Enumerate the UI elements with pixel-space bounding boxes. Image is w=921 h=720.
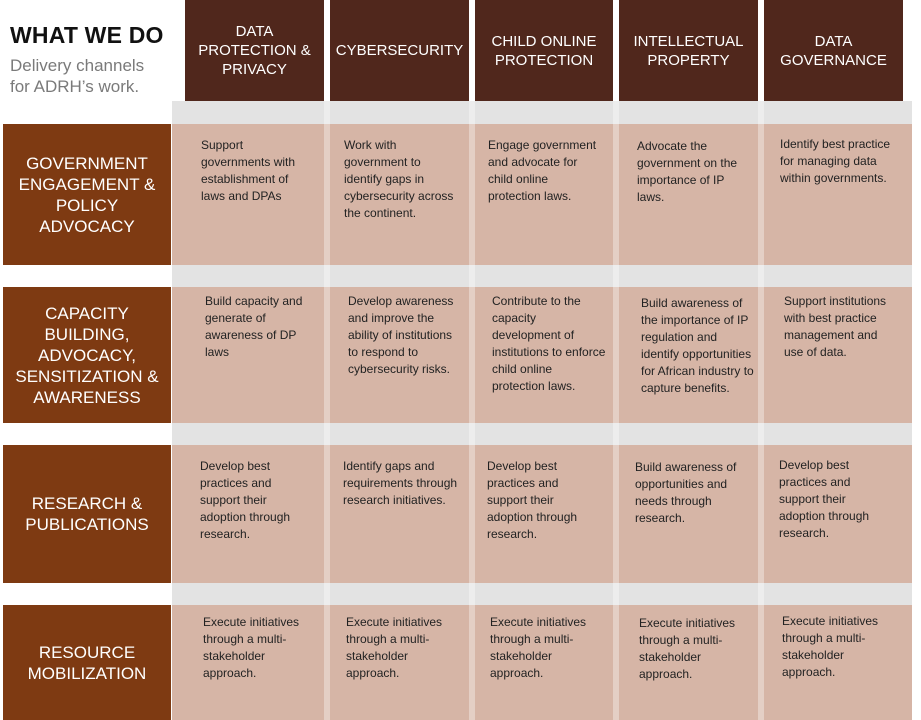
cell-line: Work with: [344, 138, 397, 152]
separator-band: [172, 583, 912, 605]
column-header-child-online-protection: [475, 0, 613, 101]
cell-text: [346, 614, 442, 682]
cell-line: Support: [201, 138, 244, 152]
cell-line: stakeholder: [782, 648, 845, 662]
cell-line: Execute initiatives: [346, 615, 443, 629]
cell-line: research.: [200, 527, 251, 541]
cell-line: and advocate for: [488, 155, 578, 169]
cell-text: [782, 613, 878, 681]
subtitle-line: Delivery channels: [10, 56, 145, 75]
cell-line: identify opportunities: [641, 347, 752, 361]
cell-line: identify gaps in: [344, 172, 425, 186]
page-subtitle: [10, 55, 182, 97]
cell-line: Develop best: [487, 459, 558, 473]
cell-line: requirements through: [343, 476, 458, 490]
column-header-intellectual-property: [619, 0, 758, 101]
cell-line: Execute initiatives: [639, 616, 736, 630]
cell-text: [348, 293, 453, 378]
cell-line: stakeholder: [346, 649, 409, 663]
row-header-line: AWARENESS: [33, 387, 141, 407]
cell-line: practices and: [487, 476, 559, 490]
cell-line: through a multi-: [490, 632, 574, 646]
cell-line: approach.: [639, 667, 693, 681]
cell-line: Identify gaps and: [343, 459, 435, 473]
column-header-line: INTELLECTUAL: [633, 32, 744, 50]
column-header-data-protection: [185, 0, 324, 101]
cell-text: [779, 457, 869, 542]
column-header-line: GOVERNANCE: [780, 51, 887, 69]
row-header-line: ENGAGEMENT &: [18, 174, 156, 194]
cell-line: the importance of IP: [641, 313, 749, 327]
column-header-line: PROPERTY: [647, 51, 730, 69]
cell-text: [637, 138, 737, 206]
cell-line: Support institutions: [784, 294, 887, 308]
row-header-line: RESEARCH &: [31, 494, 143, 513]
cell-line: for managing data: [780, 154, 877, 168]
cell-line: research.: [487, 527, 538, 541]
cell-line: the continent.: [344, 206, 417, 220]
row-header-line: ADVOCACY: [39, 216, 135, 236]
row-header-line: SENSITIZATION &: [15, 366, 159, 386]
cell-line: Execute initiatives: [490, 615, 587, 629]
cell-line: importance of IP: [637, 173, 725, 187]
cell-line: protection laws.: [488, 189, 572, 203]
cell-text: [205, 293, 302, 361]
cell-line: Build awareness of: [635, 460, 737, 474]
cell-line: within governments.: [780, 171, 887, 185]
cell-line: Develop awareness: [348, 294, 454, 308]
cell-line: to respond to: [348, 345, 419, 359]
column-divider: [613, 101, 619, 720]
cell-text: [344, 137, 453, 222]
cell-line: approach.: [782, 665, 836, 679]
row-header-government-engagement: [3, 124, 171, 265]
cell-line: approach.: [490, 666, 544, 680]
column-header-line: CYBERSECURITY: [335, 42, 464, 59]
cell-line: Develop best: [200, 459, 271, 473]
cell-line: awareness of DP: [205, 328, 297, 342]
cell-line: approach.: [203, 666, 257, 680]
cell-line: adoption through: [487, 510, 578, 524]
cell-text: [784, 293, 886, 361]
cell-line: Contribute to the: [492, 294, 581, 308]
row-header-line: RESOURCE: [38, 642, 136, 662]
column-header-line: PROTECTION &: [198, 42, 311, 59]
row-header-research-publications: [3, 445, 171, 583]
title-block: [10, 22, 182, 97]
row-header-line: CAPACITY: [45, 303, 129, 323]
cell-line: laws: [205, 345, 230, 359]
cell-line: support their: [200, 493, 267, 507]
cell-line: governments with: [201, 155, 296, 169]
cell-line: research initiatives.: [343, 493, 446, 507]
row-header-capacity-building: [3, 287, 171, 423]
separator-band: [172, 101, 912, 124]
cell-line: child online: [492, 362, 553, 376]
cell-line: Execute initiatives: [203, 615, 300, 629]
subtitle-line: for ADRH’s work.: [10, 77, 140, 96]
cell-text: [487, 458, 577, 543]
cell-line: Engage government: [488, 138, 597, 152]
column-header-data-governance: [764, 0, 903, 101]
cell-line: Build capacity and: [205, 294, 303, 308]
cell-text: [343, 458, 457, 509]
column-header-line: PROTECTION: [494, 51, 594, 69]
cell-text: [490, 614, 586, 682]
row-header-resource-mobilization: [3, 605, 171, 720]
cell-line: adoption through: [200, 510, 291, 524]
cell-line: approach.: [346, 666, 400, 680]
cell-line: Execute initiatives: [782, 614, 879, 628]
cell-line: generate of: [205, 311, 266, 325]
cell-line: institutions to enforce: [492, 345, 606, 359]
cell-line: Develop best: [779, 458, 850, 472]
row-header-line: ADVOCACY,: [38, 345, 136, 365]
cell-line: practices and: [200, 476, 272, 490]
cell-line: opportunities and: [635, 477, 728, 491]
column-divider: [324, 101, 330, 720]
separator-band: [172, 265, 912, 287]
separator-band: [172, 423, 912, 445]
row-header-line: MOBILIZATION: [27, 663, 147, 683]
cell-line: use of data.: [784, 345, 847, 359]
cell-text: [488, 137, 596, 205]
cell-line: and improve the: [348, 311, 435, 325]
cell-line: for African industry to: [641, 364, 754, 378]
cell-line: Build awareness of: [641, 296, 743, 310]
cell-line: management and: [784, 328, 878, 342]
cell-line: capture benefits.: [641, 381, 730, 395]
cell-line: Advocate the: [637, 139, 708, 153]
cell-line: stakeholder: [203, 649, 266, 663]
column-header-line: DATA: [235, 23, 274, 40]
cell-line: stakeholder: [490, 649, 553, 663]
column-divider: [758, 101, 764, 720]
cell-line: protection laws.: [492, 379, 576, 393]
cell-line: with best practice: [784, 311, 877, 325]
cell-text: [635, 459, 736, 527]
cell-line: regulation and: [641, 330, 718, 344]
cell-line: support their: [487, 493, 554, 507]
cell-line: cybersecurity across: [344, 189, 454, 203]
cell-line: cybersecurity risks.: [348, 362, 451, 376]
cell-line: adoption through: [779, 509, 870, 523]
cell-text: [200, 458, 290, 543]
cell-line: ability of institutions: [348, 328, 453, 342]
cell-line: stakeholder: [639, 650, 702, 664]
cell-line: laws.: [637, 190, 665, 204]
cell-line: child online: [488, 172, 549, 186]
column-header-line: PRIVACY: [222, 61, 287, 78]
cell-line: through a multi-: [639, 633, 723, 647]
row-header-line: POLICY: [55, 195, 119, 215]
cell-line: needs through: [635, 494, 712, 508]
column-header-cybersecurity: [330, 0, 469, 101]
cell-line: practices and: [779, 475, 851, 489]
cell-text: [639, 615, 735, 683]
cell-line: research.: [779, 526, 830, 540]
row-header-line: BUILDING,: [44, 324, 130, 344]
column-header-line: CHILD ONLINE: [491, 32, 597, 50]
cell-line: through a multi-: [346, 632, 430, 646]
column-divider: [469, 101, 475, 720]
row-header-line: GOVERNMENT: [26, 153, 148, 173]
cell-line: laws and DPAs: [201, 189, 282, 203]
cell-text: [780, 136, 890, 187]
cell-text: [641, 295, 754, 397]
cell-line: establishment of: [201, 172, 289, 186]
page-title: WHAT WE DO: [10, 22, 164, 48]
cell-line: research.: [635, 511, 686, 525]
cell-line: development of: [492, 328, 575, 342]
cell-line: government to: [344, 155, 421, 169]
cell-line: Identify best practice: [780, 137, 891, 151]
cell-line: capacity: [492, 311, 537, 325]
cell-text: [492, 293, 605, 395]
row-header-line: PUBLICATIONS: [25, 515, 149, 534]
cell-line: support their: [779, 492, 846, 506]
cell-text: [201, 137, 295, 205]
cell-line: government on the: [637, 156, 738, 170]
column-header-line: DATA: [814, 32, 853, 50]
cell-line: through a multi-: [203, 632, 287, 646]
cell-text: [203, 614, 299, 682]
cell-line: through a multi-: [782, 631, 866, 645]
